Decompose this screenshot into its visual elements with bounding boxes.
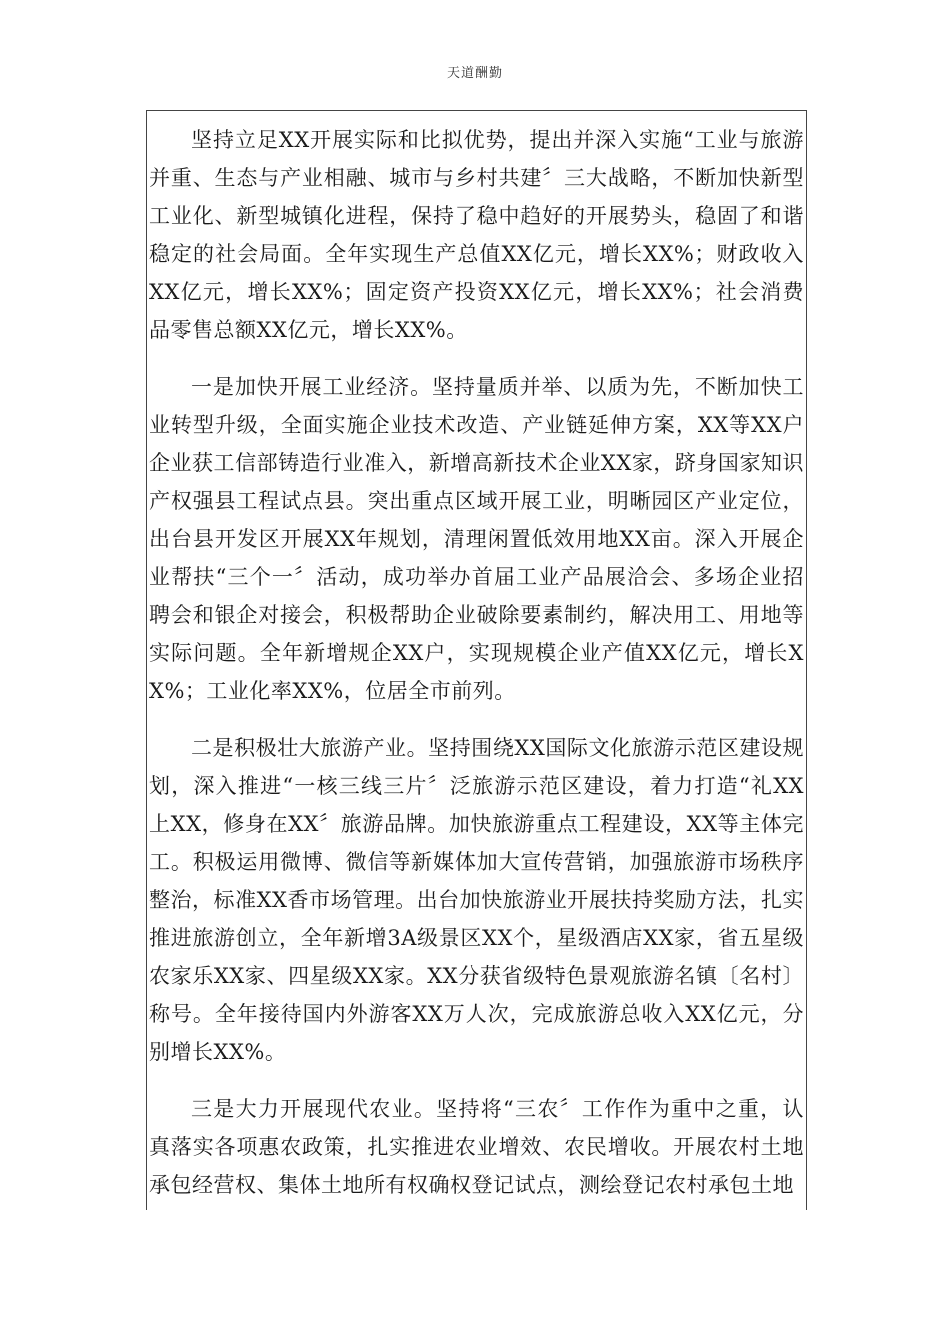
document-frame: [146, 110, 807, 1210]
paragraph-agriculture: 三是大力开展现代农业。坚持将“三农〞工作作为重中之重，认真落实各项惠农政策，扎实推进农业增效、农民增收。开展农村土地承包经营权、集体土地所有权确权登记试点，测绘登记农村承包土地: [149, 1097, 804, 1197]
paragraph-summary: 坚持立足XX开展实际和比拟优势，提出并深入实施“工业与旅游并重、生态与产业相融、城市与乡村共建〞三大战略，不断加快新型工业化、新型城镇化进程，保持了稳中趋好的开展势头，稳固了和谐稳定的社会局面。全年实现生产总值XX亿元，增长XX%；财政收入XX亿元，增长XX%；固定资产投资XX亿元，增长XX%；社会消费品零售总额XX亿元，增长XX%。: [149, 128, 804, 342]
document-body: [147, 111, 806, 1210]
page-header: 天道酬勤: [446, 66, 503, 81]
paragraph-tourism: 二是积极壮大旅游产业。坚持围绕XX国际文化旅游示范区建设规划，深入推进“一核三线三片〞泛旅游示范区建设，着力打造“礼XX上XX，修身在XX〞旅游品牌。加快旅游重点工程建设，XX等主体完工。积极运用微博、微信等新媒体加大宣传营销，加强旅游市场秩序整治，标准XX香市场管理。出台加快旅游业开展扶持奖励方法，扎实推进旅游创立，全年新增3A级景区XX个，星级酒店XX家，省五星级农家乐XX家、四星级XX家。XX分获省级特色景观旅游名镇〔名村〕称号。全年接待国内外游客XX万人次，完成旅游总收入XX亿元，分别增长XX%。: [149, 736, 804, 1064]
paragraph-industry: 一是加快开展工业经济。坚持量质并举、以质为先，不断加快工业转型升级，全面实施企业技术改造、产业链延伸方案，XX等XX户企业获工信部铸造行业准入，新增高新技术企业XX家，跻身国家知识产权强县工程试点县。突出重点区域开展工业，明晰园区产业定位，出台县开发区开展XX年规划，清理闲置低效用地XX亩。深入开展企业帮扶“三个一〞活动，成功举办首届工业产品展洽会、多场企业招聘会和银企对接会，积极帮助企业破除要素制约，解决用工、用地等实际问题。全年新增规企XX户，实现规模企业产值XX亿元，增长XX%；工业化率XX%，位居全市前列。: [149, 375, 804, 703]
